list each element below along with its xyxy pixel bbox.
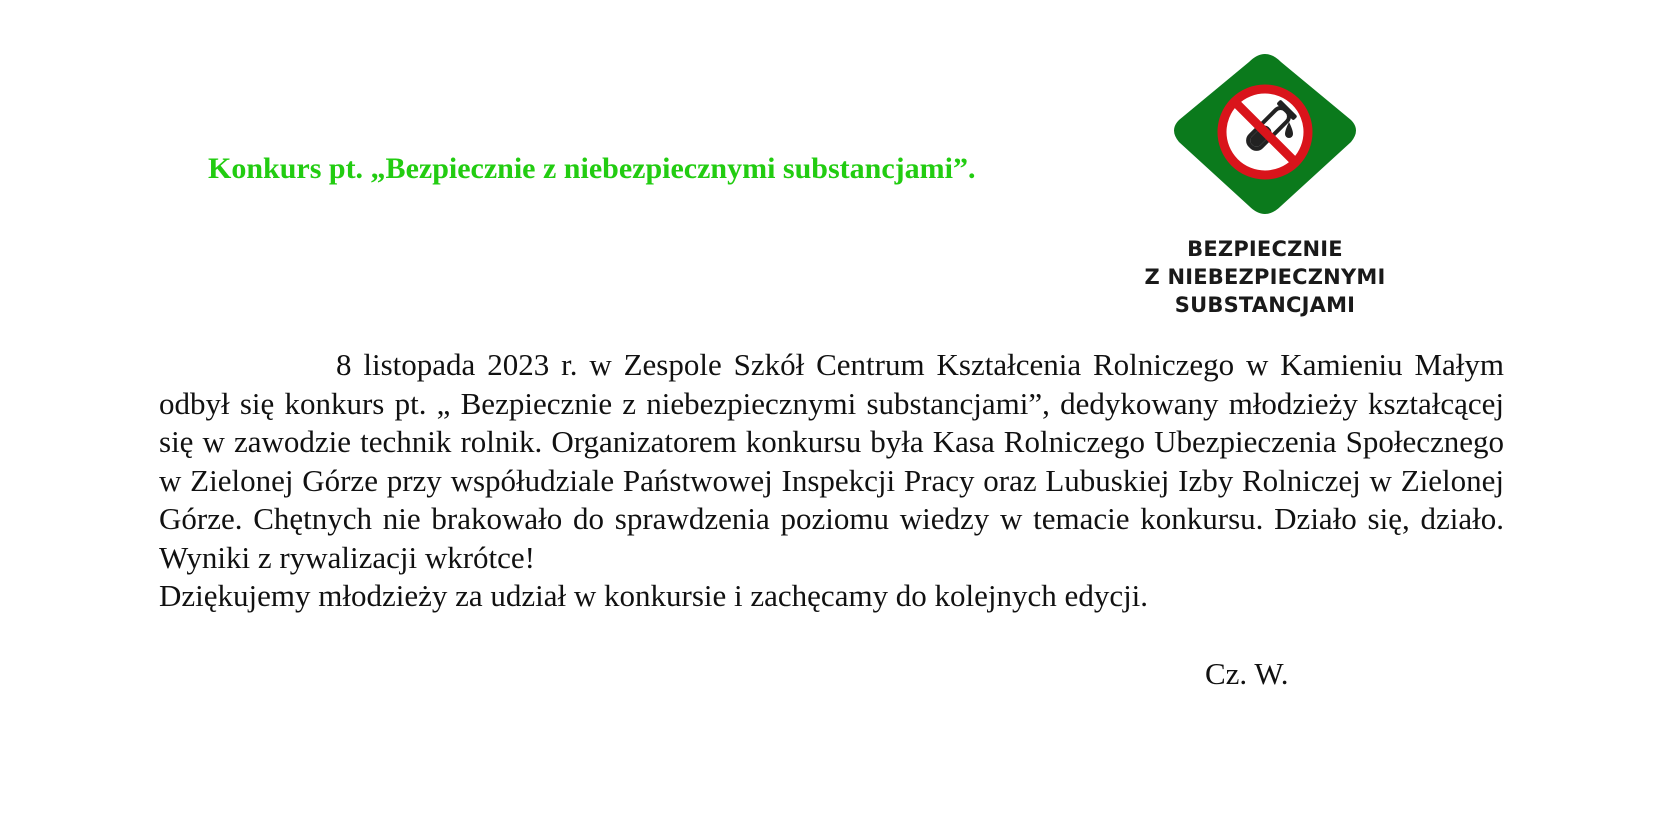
author-signature: Cz. W. [1205, 656, 1289, 691]
document-title: Konkurs pt. „Bezpiecznie z niebezpiecznymi substancjami”. [208, 152, 976, 185]
logo-caption [1120, 235, 1410, 319]
thanks-paragraph: Dziękujemy młodzieży za udział w konkursie i zachęcamy do kolejnych edycji. [159, 578, 1149, 613]
body-paragraph: 8 listopada 2023 r. w Zespole Szkół Centrum Kształcenia Rolniczego w Kamieniu Małym odbył się konkurs pt. „ Bezpiecznie z niebezpiecznymi substancjami”, dedykowany młodzieży kształcącej się w zawodzie technik rolnik. Organizatorem konkursu była Kasa Rolniczego Ubezpieczenia Społecznego w Zielonej Górze przy współudziale Państwowej Inspekcji Pracy oraz Lubuskiej Izby Rolniczej w Zielonej Górze. Chętnych nie brakowało do sprawdzenia poziomu wiedzy w temacie konkursu. Działo się, działo. Wyniki z rywalizacji wkrótce! [159, 347, 1504, 575]
logo-line: BEZPIECZNIE [1187, 237, 1343, 261]
article-body [159, 346, 1504, 616]
logo-line: Z NIEBEZPIECZNYMI [1144, 265, 1386, 289]
logo-line: SUBSTANCJAMI [1174, 293, 1356, 317]
no-chemicals-icon [1165, 50, 1365, 220]
contest-logo [1120, 50, 1420, 330]
